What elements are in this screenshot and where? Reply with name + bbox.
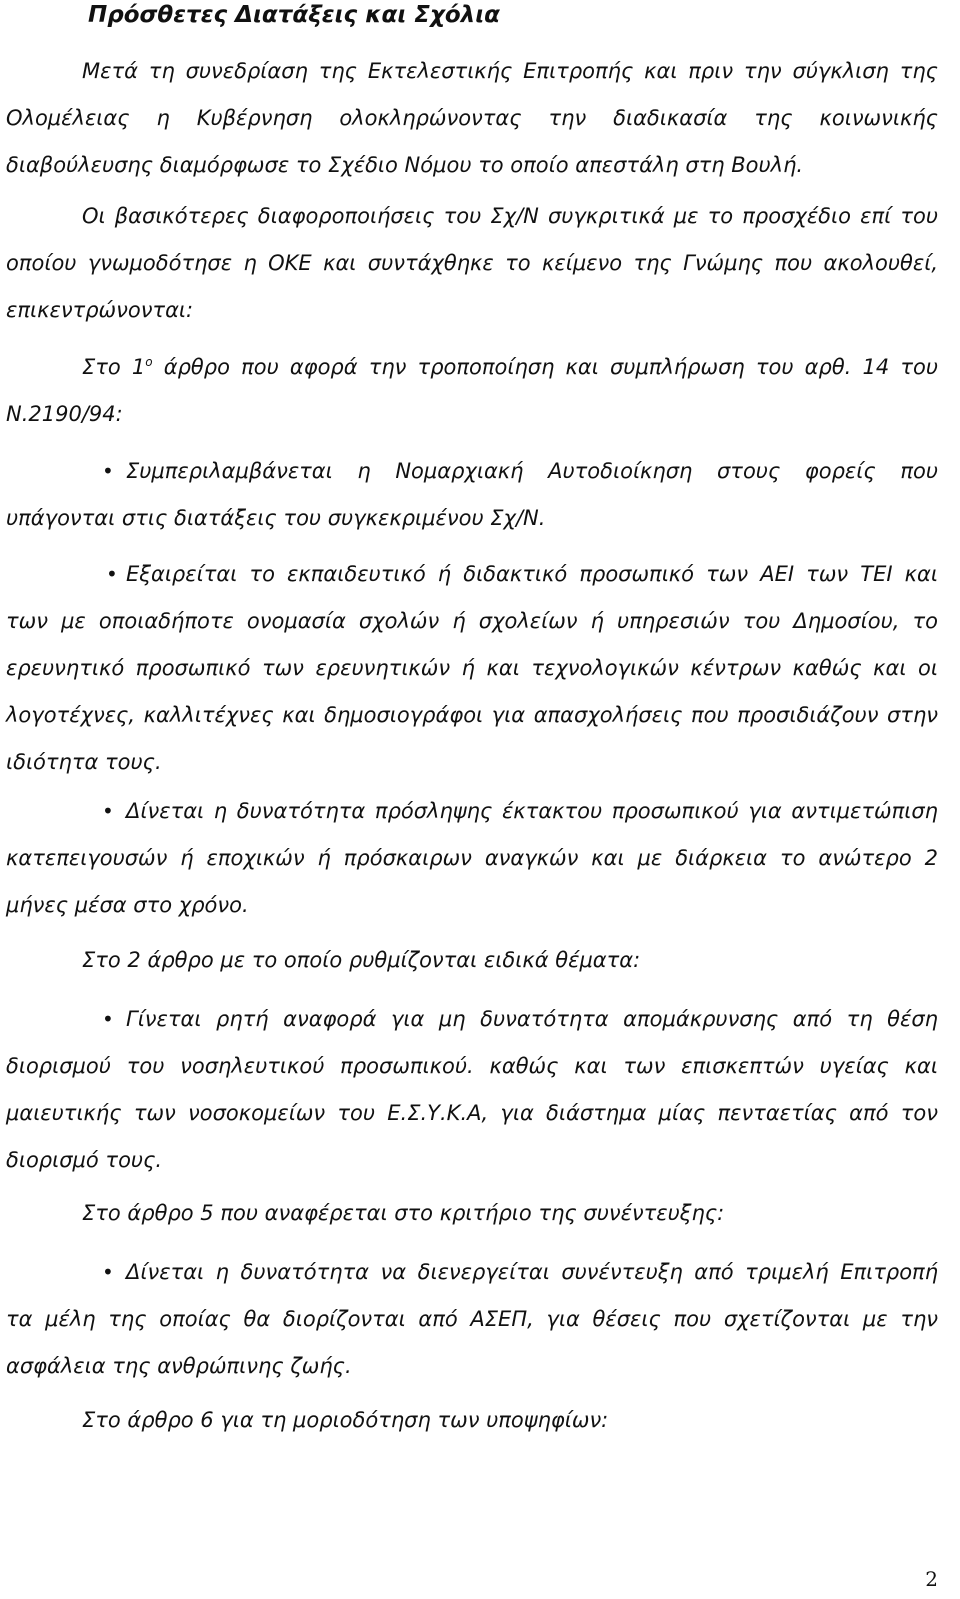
article-1-rest: άρθρο που αφορά την τροποποίηση και συμπλήρωση του αρθ. 14 του [152,355,938,379]
section-heading: Πρόσθετες Διατάξεις και Σχόλια [88,2,500,28]
article-1-superscript: ο [145,355,153,369]
article-2-bullet [6,996,938,1184]
intro-line-3: διαβούλευσης διαμόρφωσε το Σχέδιο Νόμου το οποίο απεστάλη στη Βουλή. [6,153,804,177]
article-1-bullet-3 [6,788,938,929]
bullet-icon: • [102,1007,114,1031]
bullet-2-line-5: ιδιότητα τους. [6,750,162,774]
differences-line-2: οποίου γνωμοδότησε η ΟΚΕ και συντάχθηκε το κείμενο της Γνώμης που ακολουθεί, [6,251,938,275]
bullet-icon: • [102,459,114,483]
article-1-line-2: Ν.2190/94: [6,402,123,426]
bullet-icon: • [106,562,118,586]
article-5-bullet-line-3: ασφάλεια της ανθρώπινης ζωής. [6,1354,352,1378]
bullet-2-line-3: ερευνητικό προσωπικό των ερευνητικών ή και τεχνολογικών κέντρων καθώς και οι [6,656,938,680]
article-6-title [6,1397,938,1444]
article-1-line-1 [6,344,938,391]
article-2-bullet-line-1: • Γίνεται ρητή αναφορά για μη δυνατότητα απομάκρυνσης από τη θέση [6,996,938,1043]
differences-line-3: επικεντρώνονται: [6,298,194,322]
article-6-title-text: Στο άρθρο 6 για τη μοριοδότηση των υποψηφίων: [82,1408,609,1432]
bullet-3-line-2: κατεπειγουσών ή εποχικών ή πρόσκαιρων αναγκών και με διάρκεια το ανώτερο 2 [6,846,938,870]
article-1-bullet-1 [6,448,938,542]
bullet-icon: • [102,799,114,823]
bullet-2-line-4: λογοτέχνες, καλλιτέχνες και δημοσιογράφοι για απασχολήσεις που προσιδιάζουν στην [6,703,938,727]
bullet-1-line-2: υπάγονται στις διατάξεις του συγκεκριμένου Σχ/Ν. [6,506,546,530]
article-1-prefix: Στο 1 [82,355,146,379]
article-5-title-text: Στο άρθρο 5 που αναφέρεται στο κριτήριο της συνέντευξης: [82,1201,725,1225]
intro-line-1: Μετά τη συνεδρίαση της Εκτελεστικής Επιτροπής και πριν την σύγκλιση της [82,59,938,83]
bullet-2-line-2: των με οποιαδήποτε ονομασία σχολών ή σχολείων ή υπηρεσιών του Δημοσίου, το [6,609,938,633]
article-5-bullet-line-1: • Δίνεται η δυνατότητα να διενεργείται συνέντευξη από τριμελή Επιτροπή [6,1249,938,1296]
bullet-3-line-1: • Δίνεται η δυνατότητα πρόσληψης έκτακτου προσωπικού για αντιμετώπιση [6,788,938,835]
article-1-paragraph [6,344,938,438]
article-2-bullet-line-4: διορισμό τους. [6,1148,163,1172]
article-1-bullet-2 [6,551,938,786]
article-2-title-text: Στο 2 άρθρο με το οποίο ρυθμίζονται ειδικά θέματα: [82,948,641,972]
intro-line-2: Ολομέλειας η Κυβέρνηση ολοκληρώνοντας την διαδικασία της κοινωνικής [6,106,938,130]
article-5-bullet-line-2: τα μέλη της οποίας θα διορίζονται από ΑΣΕΠ, για θέσεις που σχετίζονται με την [6,1307,938,1331]
article-5-title [6,1190,938,1237]
intro-paragraph [6,48,938,189]
bullet-3-line-3: μήνες μέσα στο χρόνο. [6,893,249,917]
article-2-title [6,937,938,984]
bullet-icon: • [102,1260,114,1284]
differences-line-1: Οι βασικότερες διαφοροποιήσεις του Σχ/Ν συγκριτικά με το προσχέδιο επί του [82,204,938,228]
article-2-bullet-line-2: διορισμού του νοσηλευτικού προσωπικού. καθώς και των επισκεπτών υγείας και [6,1054,938,1078]
bullet-1-line-1: • Συμπεριλαμβάνεται η Νομαρχιακή Αυτοδιοίκηση στους φορείς που [6,448,938,495]
bullet-2-line-1: • Εξαιρείται το εκπαιδευτικό ή διδακτικό προσωπικό των ΑΕΙ των ΤΕΙ και [6,551,938,598]
article-2-bullet-line-3: μαιευτικής των νοσοκομείων του Ε.Σ.Υ.Κ.Α, για διάστημα μίας πενταετίας από τον [6,1101,938,1125]
article-5-bullet [6,1249,938,1390]
differences-paragraph [6,193,938,334]
page-number: 2 [925,1567,938,1591]
